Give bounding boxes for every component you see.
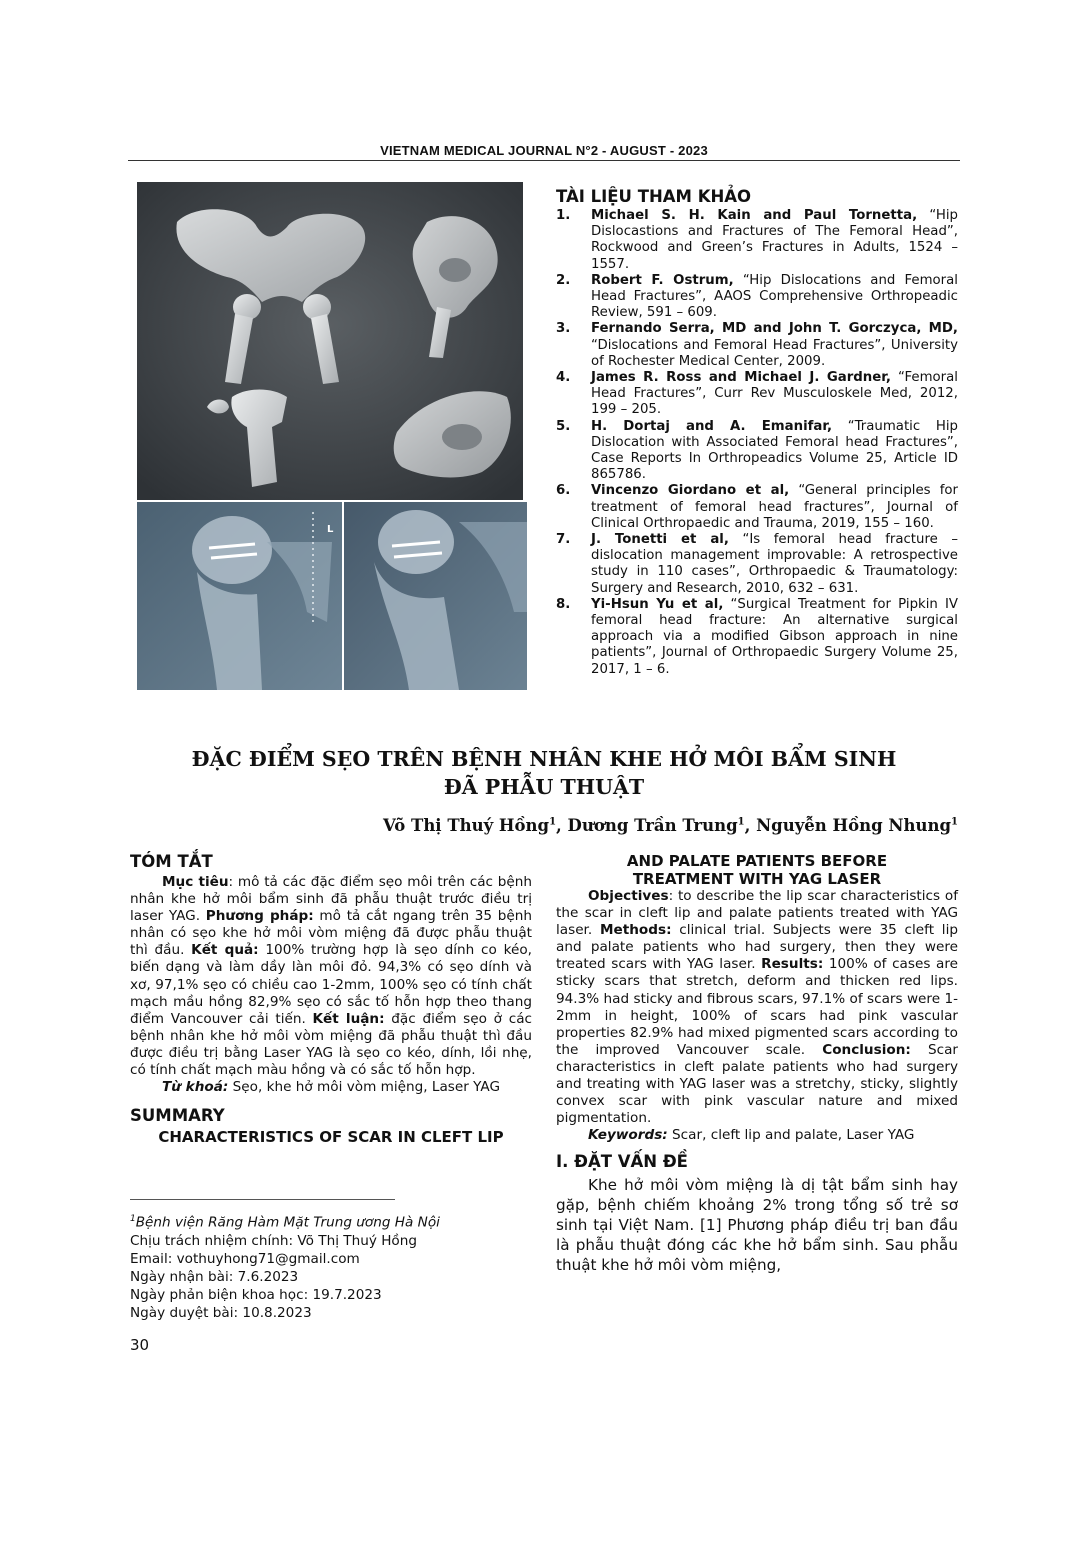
author-separator: ,: [556, 816, 568, 835]
references-list: [556, 208, 958, 678]
article-authors: [128, 816, 960, 835]
reference-text: “Hip Dislocations and Femoral Head Fractures”, AAOS Comprehensive Orthropeadic Review, 591 – 609.: [591, 272, 958, 321]
reference-item: [556, 597, 958, 678]
author-name: Nguyễn Hồng Nhung: [756, 816, 952, 835]
text-tu-khoa: Sẹo, khe hở môi vòm miệng, Laser YAG: [228, 1079, 501, 1096]
xray-image-left: [137, 502, 342, 690]
label-conclusion: Conclusion:: [822, 1041, 911, 1058]
reference-authors: Yi-Hsun Yu et al,: [591, 596, 724, 612]
label-methods: Methods:: [599, 922, 672, 939]
figure-imaging: [137, 182, 527, 690]
summary-subtitle-2: AND PALATE PATIENTS BEFORE: [626, 852, 888, 870]
reference-number: 8.: [556, 596, 571, 612]
author-separator: ,: [744, 816, 757, 835]
reference-number: 2.: [556, 272, 571, 288]
text-ket-qua: 100% trường hợp là sẹo dính co kéo, biến dạng và làm dầy làn môi đỏ. 94,3% có sẹo dính và xơ, 97,1% sẹo có chiều cao 1-2mm, 100% sẹo có tính chất mạch mầu hồng 82,9% sẹo có sắc tố hỗn hợp theo thang điểm Vancouver cải tiến.: [130, 942, 532, 1027]
references-heading: TÀI LIỆU THAM KHẢO: [556, 187, 752, 206]
reference-text: “Femoral Head Fractures”, Curr Rev Musculoskele Med, 2012, 199 – 205.: [591, 370, 958, 418]
journal-header: VIETNAM MEDICAL JOURNAL N°2 - AUGUST - 2023: [380, 143, 708, 158]
reference-item: [556, 370, 958, 419]
affiliation: $^1$Bệnh viện Răng Hàm Mặt Trung ương Hà Nội: [130, 1214, 440, 1231]
footnote-line: Chịu trách nhiệm chính: Võ Thị Thuý Hồng: [130, 1232, 417, 1249]
ct-3d-reconstruction-image: [137, 182, 523, 500]
label-results: Results:: [761, 956, 824, 973]
reference-text: “General principles for treatment of femoral head fractures”, Journal of Clinical Orthropaedic and Trauma, 2019, 155 – 160.: [591, 483, 958, 531]
page-number: 30: [130, 1336, 150, 1354]
xray-image-right: [344, 502, 527, 690]
reference-item: [556, 483, 958, 532]
reference-number: 5.: [556, 418, 571, 434]
reference-item: [556, 419, 958, 484]
reference-authors: Fernando Serra, MD and John T. Gorczyca, MD,: [591, 321, 958, 337]
intro-text: Khe hở môi vòm miệng là dị tật bẩm sinh hay gặp, bệnh chiếm khoảng 2% trong tổng số trẻ sơ sinh tại Việt Nam. [1] Phương pháp điều trị ban đầu là phẫu thuật đóng các khe hở bẩm sinh. Sau phẫu thuật khe hở môi vòm miệng,: [556, 1176, 958, 1275]
text-methods: clinical trial. Subjects were 35 cleft lip and palate patients who had surgery, then they were treated scars with YAG laser.: [556, 922, 958, 973]
summary-subtitle-1: CHARACTERISTICS OF SCAR IN CLEFT LIP: [158, 1128, 504, 1147]
footnote-line: Ngày duyệt bài: 10.8.2023: [130, 1304, 312, 1321]
reference-text: “Traumatic Hip Dislocation with Associated Femoral head Fractures”, Case Reports In Orthropeadics Volume 25, Article ID 865786.: [591, 418, 958, 483]
xray-side-marker: L: [327, 524, 334, 535]
reference-number: 6.: [556, 483, 571, 499]
text-results: 100% of cases are sticky scars that stretch, deform and thicken red lips. 94.3% had sticky and fibrous scars, 97.1% of scars were 1-2mm in height, 100% of scars had pink vascular properties 82.9% had mixed pigmented scars according to the improved Vancouver scale.: [556, 956, 958, 1058]
text-objectives: : to describe the lip scar characteristics of the scar in cleft lip and palate patients treated with YAG laser.: [556, 888, 958, 939]
label-ket-luan: Kết luận:: [312, 1010, 385, 1027]
abstract-vi: [130, 852, 532, 1146]
footnotes: [130, 1210, 532, 1322]
reference-item: [556, 532, 958, 597]
reference-item: [556, 208, 958, 273]
label-muc-tieu: Mục tiêu: [162, 874, 229, 890]
label-tu-khoa: Từ khoá:: [162, 1079, 229, 1096]
footnote-line: Email: vothuyhong71@gmail.com: [130, 1250, 360, 1267]
reference-number: 3.: [556, 321, 571, 337]
reference-authors: Michael S. H. Kain and Paul Tornetta,: [591, 208, 918, 223]
reference-text: “Surgical Treatment for Pipkin IV femoral head fracture: An alternative surgical approach via a modified Gibson approach in nine patients”, Journal of Orthropaedic Surgery Volume 25, 2017, 1 – 6.: [591, 596, 958, 677]
label-keywords: Keywords:: [588, 1127, 668, 1144]
label-ket-qua: Kết quả:: [191, 942, 259, 959]
article-title-line-1: ĐẶC ĐIỂM SẸO TRÊN BỆNH NHÂN KHE HỞ MÔI BẨM SINH: [191, 747, 897, 771]
header-rule: [128, 160, 960, 161]
text-ket-luan: đặc điểm sẹo ở các bệnh nhân khe hở môi vòm miệng đã phẫu thuật thì đầu được điều trị bằng Laser YAG là sẹo co kéo, dính, lồi nhẹ, có tính chất mạch màu hồng và có sắc tố hỗn hợp.: [130, 1010, 532, 1079]
reference-number: 7.: [556, 532, 571, 548]
abstract-vi-text: [130, 874, 532, 1079]
reference-number: 1.: [556, 208, 571, 223]
author-affiliation-mark: 1: [951, 816, 958, 828]
author-affiliation-mark: 1: [737, 816, 745, 828]
reference-item: [556, 321, 958, 370]
reference-authors: James R. Ross and Michael J. Gardner,: [591, 370, 891, 386]
author-affiliation-mark: 1: [549, 816, 557, 828]
abstract-en-keywords: [556, 1127, 958, 1144]
reference-authors: Vincenzo Giordano et al,: [591, 483, 790, 499]
text-keywords: Scar, cleft lip and palate, Laser YAG: [667, 1127, 915, 1144]
text-phuong-phap: mô tả cắt ngang trên 35 bệnh nhân có sẹo khe hở môi vòm miệng đã được phẫu thuật thì đầu.: [130, 908, 533, 959]
summary-subtitle-3: TREATMENT WITH YAG LASER: [632, 870, 882, 888]
abstract-en: [556, 852, 958, 1275]
abstract-vi-keywords: [130, 1079, 532, 1096]
intro-heading: I. ĐẶT VẤN ĐỀ: [556, 1152, 688, 1172]
reference-authors: J. Tonetti et al,: [591, 532, 729, 548]
reference-text: “Dislocations and Femoral Head Fractures”, University of Rochester Medical Center, 2009.: [591, 337, 958, 369]
label-objectives: Objectives: [588, 888, 669, 904]
author-name: Dương Trần Trung: [567, 816, 738, 835]
reference-number: 4.: [556, 370, 571, 386]
article-title: [128, 745, 960, 801]
label-phuong-phap: Phương pháp:: [205, 908, 314, 925]
text-conclusion: Scar characteristics in cleft palate patients who had surgery and treating with YAG laser was a stretchy, sticky, slightly convex scar with pink vascular nature and mixed pigmentation.: [556, 1041, 959, 1127]
summary-heading: SUMMARY: [130, 1106, 225, 1126]
author-name: Võ Thị Thuý Hồng: [383, 816, 550, 835]
footnote-line: Ngày nhận bài: 7.6.2023: [130, 1268, 299, 1285]
reference-text: “Hip Dislocastions and Fractures of The Femoral Head”, Rockwood and Green’s Fractures in Adults, 1524 – 1557.: [591, 208, 958, 272]
footnote-line: Ngày phản biện khoa học: 19.7.2023: [130, 1286, 382, 1303]
reference-text: “Is femoral head fracture – dislocation management improvable: A retrospective study in 110 cases”, Orthropaedic & Traumatology: Surgery and Research, 2010, 632 – 631.: [591, 532, 958, 596]
reference-authors: Robert F. Ostrum,: [591, 272, 734, 288]
text-muc-tieu: : mô tả các đặc điểm sẹo môi trên các bệnh nhân khe hở môi bẩm sinh đã phẫu thuật trước điều trị laser YAG.: [130, 874, 532, 925]
reference-item: [556, 273, 958, 322]
article-title-line-2: ĐÃ PHẪU THUẬT: [443, 775, 645, 799]
reference-authors: H. Dortaj and A. Emanifar,: [591, 418, 833, 434]
abstract-vi-heading: TÓM TẮT: [130, 852, 213, 871]
footnote-rule: [130, 1199, 395, 1200]
abstract-en-text: [556, 888, 958, 1127]
